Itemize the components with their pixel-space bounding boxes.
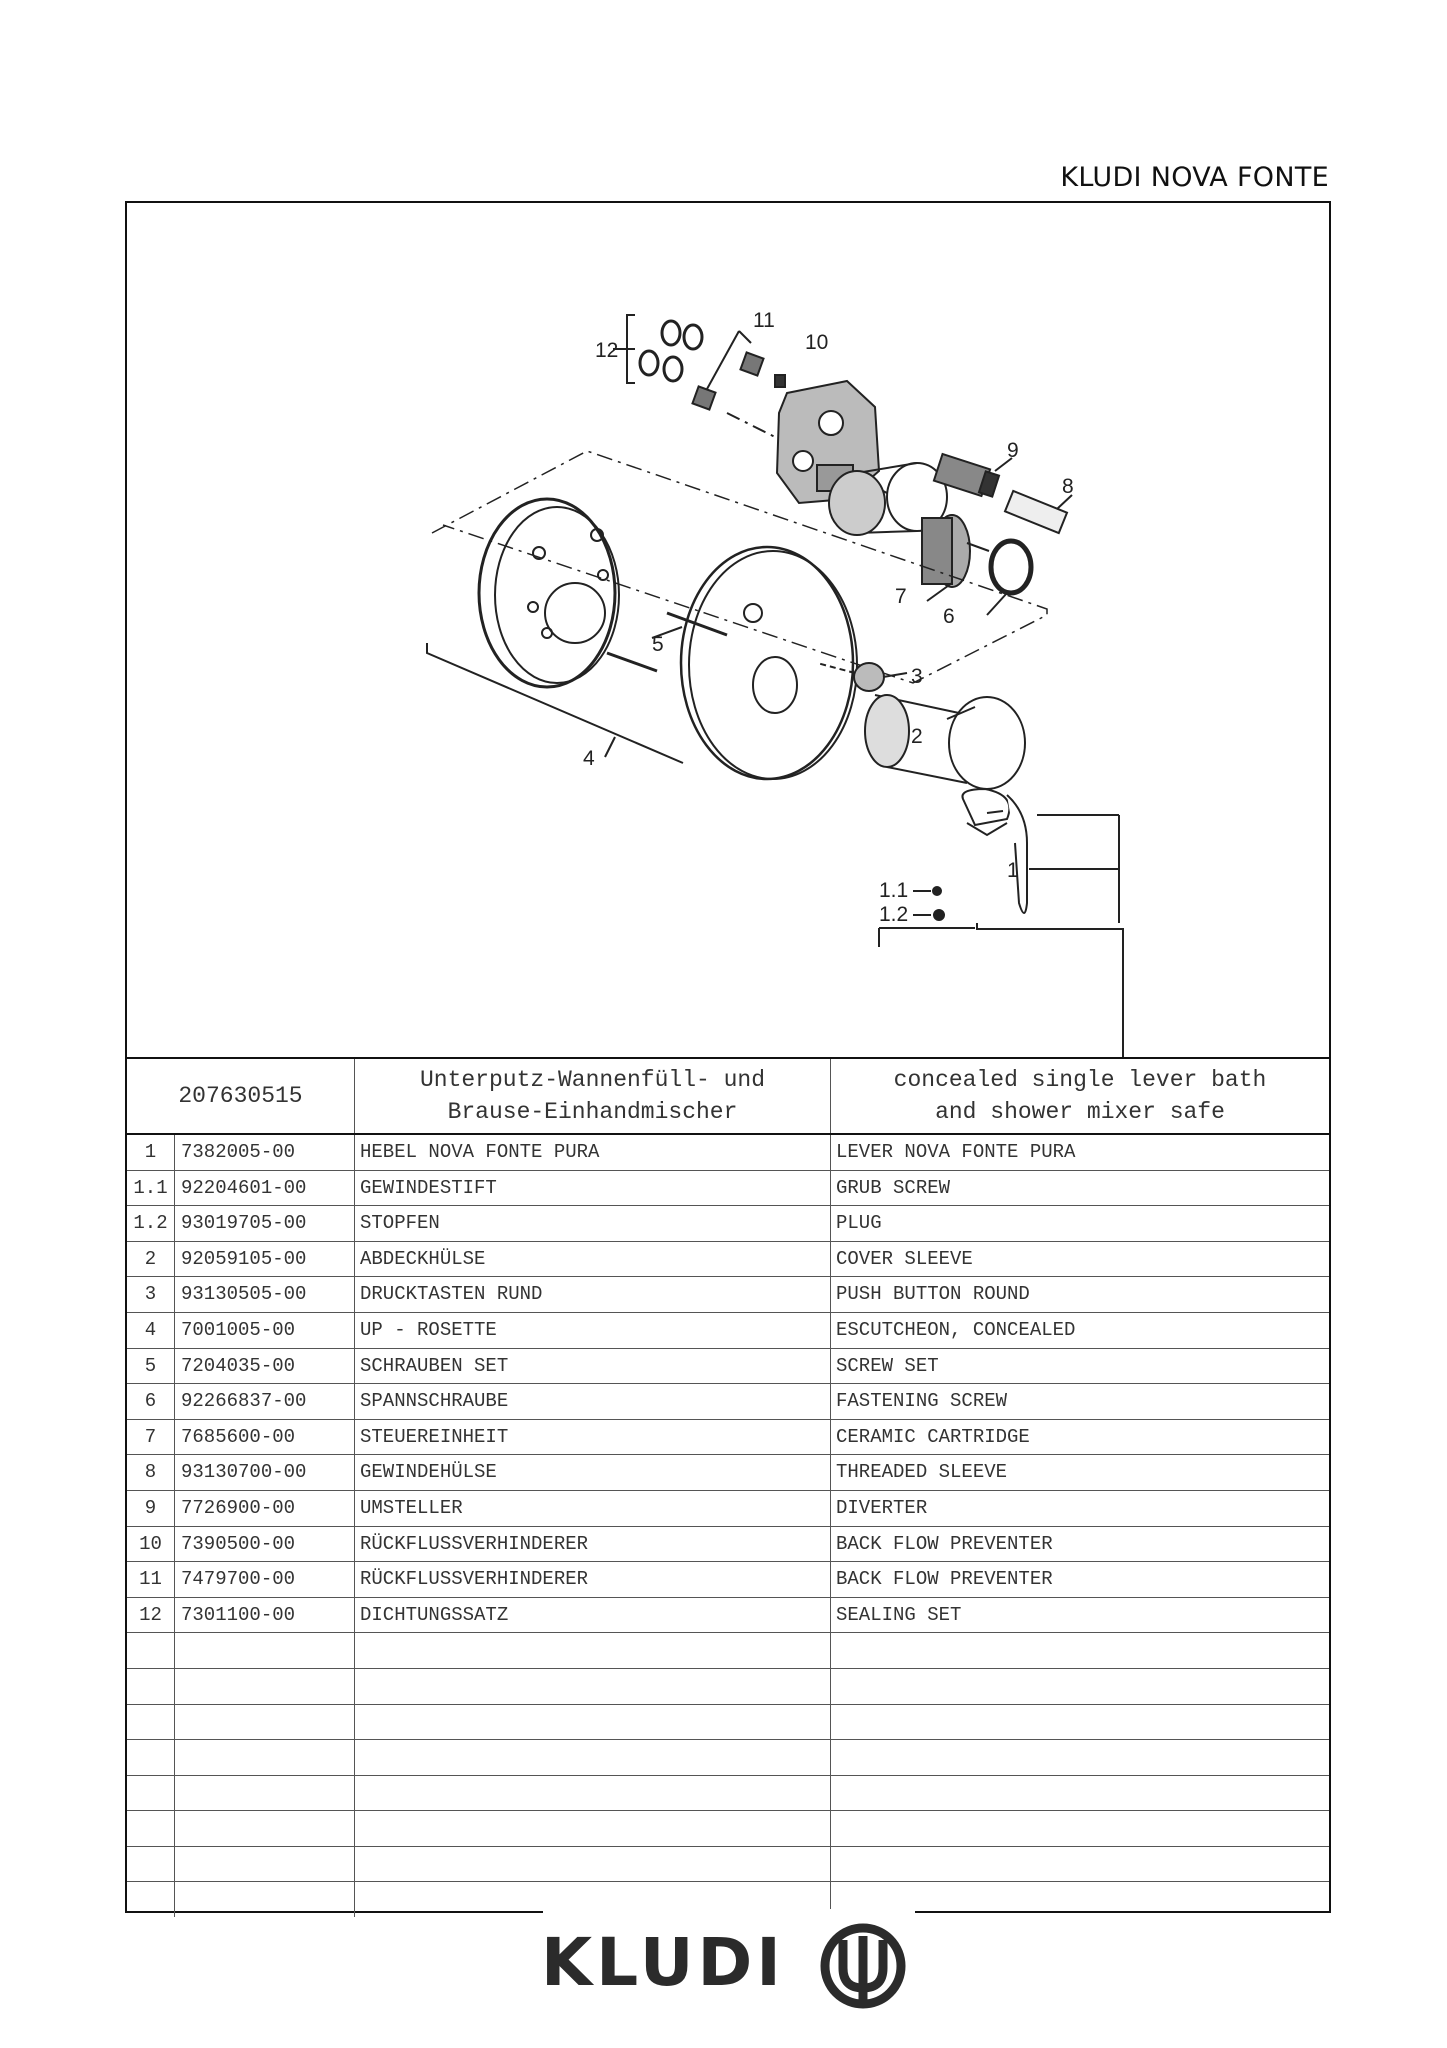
part-name-de: DICHTUNGSSATZ <box>355 1598 831 1633</box>
product-title-de: Unterputz-Wannenfüll- und Brause-Einhandmischer <box>355 1059 831 1133</box>
table-row <box>127 1135 1329 1171</box>
part-name-de: STOPFEN <box>355 1206 831 1241</box>
table-row <box>127 1349 1329 1385</box>
callout-12: 12 <box>595 339 619 362</box>
part-name-en <box>831 1847 1329 1882</box>
spare-parts-sheet <box>125 201 1331 1913</box>
part-name-en <box>831 1740 1329 1775</box>
callout-1-2: 1.2 <box>879 903 909 926</box>
part-number <box>175 1847 355 1882</box>
cover-plate-part <box>681 547 857 779</box>
part-position <box>127 1633 175 1668</box>
part-name-en: SEALING SET <box>836 1603 962 1626</box>
part-number: 7204035-00 <box>175 1349 355 1384</box>
part-position <box>127 1705 175 1740</box>
part-name-de: SCHRAUBEN SET <box>355 1349 831 1384</box>
part-position <box>127 1847 175 1882</box>
table-row <box>127 1313 1329 1349</box>
part-name-en: DIVERTER <box>836 1496 928 1519</box>
part-name-en <box>831 1669 1329 1704</box>
table-row <box>127 1776 1329 1812</box>
part-number: 7382005-00 <box>175 1135 355 1170</box>
table-row <box>127 1384 1329 1420</box>
part-position <box>127 1811 175 1846</box>
part-name-de <box>355 1633 831 1668</box>
table-row <box>127 1171 1329 1207</box>
table-row <box>127 1527 1329 1563</box>
part-name-de: HEBEL NOVA FONTE PURA <box>355 1135 831 1170</box>
exploded-view-diagram <box>127 203 1329 1057</box>
part-name-de: UMSTELLER <box>355 1491 831 1526</box>
part-number: 93130700-00 <box>175 1455 355 1490</box>
part-position: 2 <box>127 1242 175 1277</box>
table-row <box>127 1705 1329 1741</box>
part-position: 1.1 <box>127 1171 175 1206</box>
callout-9: 9 <box>1007 439 1019 462</box>
part-name-en: SCREW SET <box>836 1354 939 1377</box>
part-name-de <box>355 1811 831 1846</box>
part-number: 93130505-00 <box>175 1277 355 1312</box>
part-name-en: FASTENING SCREW <box>836 1390 1008 1413</box>
part-position <box>127 1669 175 1704</box>
brand-name: KLUDI <box>541 1924 785 2001</box>
part-position <box>127 1776 175 1811</box>
escutcheon-part <box>427 499 683 763</box>
callout-6: 6 <box>943 605 955 628</box>
part-number <box>175 1882 355 1917</box>
part-number: 92059105-00 <box>175 1242 355 1277</box>
part-name-de: RÜCKFLUSSVERHINDERER <box>355 1562 831 1597</box>
part-position: 7 <box>127 1420 175 1455</box>
table-row <box>127 1598 1329 1634</box>
part-name-en: COVER SLEEVE <box>836 1247 973 1270</box>
product-title-en: concealed single lever bath and shower mixer safe <box>893 1067 1267 1125</box>
callout-7: 7 <box>895 585 907 608</box>
part-position: 8 <box>127 1455 175 1490</box>
table-row <box>127 1669 1329 1705</box>
part-number <box>175 1811 355 1846</box>
callout-8: 8 <box>1062 475 1074 498</box>
part-name-de: STEUEREINHEIT <box>355 1420 831 1455</box>
part-position: 1 <box>127 1135 175 1170</box>
part-name-de: RÜCKFLUSSVERHINDERER <box>355 1527 831 1562</box>
part-name-de: DRUCKTASTEN RUND <box>355 1277 831 1312</box>
table-row <box>127 1491 1329 1527</box>
part-name-de: GEWINDESTIFT <box>355 1171 831 1206</box>
part-name-en: LEVER NOVA FONTE PURA <box>836 1141 1076 1163</box>
table-row <box>127 1277 1329 1313</box>
fastening-screw-part <box>987 541 1031 615</box>
callout-5: 5 <box>652 633 664 656</box>
table-row <box>127 1847 1329 1883</box>
table-row <box>127 1206 1329 1242</box>
part-position: 3 <box>127 1277 175 1312</box>
part-name-en: PLUG <box>836 1212 882 1235</box>
screw-set-part <box>607 613 727 671</box>
part-position <box>127 1740 175 1775</box>
part-position: 12 <box>127 1598 175 1633</box>
part-name-de <box>355 1847 831 1882</box>
cover-sleeve-part <box>865 695 1025 789</box>
part-name-en: BACK FLOW PREVENTER <box>836 1532 1053 1555</box>
part-position: 6 <box>127 1384 175 1419</box>
footer-gap <box>543 1909 915 1917</box>
part-position: 4 <box>127 1313 175 1348</box>
part-position: 1.2 <box>127 1206 175 1241</box>
article-number: 207630515 <box>127 1059 355 1133</box>
callout-3: 3 <box>911 665 923 688</box>
parts-table <box>127 1135 1329 1918</box>
sealing-set-part <box>613 315 702 383</box>
callout-1-1: 1.1 <box>879 879 909 902</box>
part-name-en: BACK FLOW PREVENTER <box>836 1568 1053 1591</box>
table-row <box>127 1633 1329 1669</box>
part-name-en: CERAMIC CARTRIDGE <box>836 1425 1030 1448</box>
part-position: 5 <box>127 1349 175 1384</box>
callout-10: 10 <box>805 331 829 354</box>
part-name-en: GRUB SCREW <box>836 1176 951 1199</box>
table-row <box>127 1811 1329 1847</box>
table-row <box>127 1740 1329 1776</box>
part-number: 7001005-00 <box>175 1313 355 1348</box>
table-row <box>127 1455 1329 1491</box>
part-number: 92204601-00 <box>175 1171 355 1206</box>
lever-part <box>879 789 1123 1057</box>
part-position: 9 <box>127 1491 175 1526</box>
part-name-de <box>355 1705 831 1740</box>
part-number <box>175 1776 355 1811</box>
part-name-de <box>355 1740 831 1775</box>
part-name-en <box>831 1776 1329 1811</box>
brand-logo <box>541 1922 921 2008</box>
part-number: 7301100-00 <box>175 1598 355 1633</box>
part-number <box>175 1633 355 1668</box>
table-row <box>127 1420 1329 1456</box>
exploded-drawing <box>127 203 1329 1059</box>
part-number <box>175 1705 355 1740</box>
kludi-logo-icon <box>819 1922 907 2010</box>
part-name-en <box>831 1633 1329 1668</box>
callout-1: 1 <box>1007 859 1019 882</box>
part-position <box>127 1882 175 1917</box>
callout-11: 11 <box>753 309 775 332</box>
callout-4: 4 <box>583 747 595 770</box>
part-name-en: PUSH BUTTON ROUND <box>836 1283 1030 1306</box>
ceramic-cartridge-part <box>922 515 989 601</box>
part-name-de: UP - ROSETTE <box>355 1313 831 1348</box>
part-name-de: SPANNSCHRAUBE <box>355 1384 831 1419</box>
part-name-en: THREADED SLEEVE <box>836 1461 1008 1484</box>
part-number: 7685600-00 <box>175 1420 355 1455</box>
part-number: 7390500-00 <box>175 1527 355 1562</box>
part-name-de: GEWINDEHÜLSE <box>355 1455 831 1490</box>
part-name-de <box>355 1669 831 1704</box>
part-position: 10 <box>127 1527 175 1562</box>
table-row <box>127 1242 1329 1278</box>
callout-2: 2 <box>911 725 923 748</box>
part-number: 92266837-00 <box>175 1384 355 1419</box>
part-name-de: ABDECKHÜLSE <box>355 1242 831 1277</box>
document-title: KLUDI NOVA FONTE <box>1060 162 1329 193</box>
part-number: 93019705-00 <box>175 1206 355 1241</box>
part-number <box>175 1740 355 1775</box>
part-name-en <box>831 1705 1329 1740</box>
part-number: 7726900-00 <box>175 1491 355 1526</box>
part-name-en: ESCUTCHEON, CONCEALED <box>836 1318 1076 1341</box>
table-header <box>127 1059 1329 1135</box>
part-number <box>175 1669 355 1704</box>
part-position: 11 <box>127 1562 175 1597</box>
part-name-de <box>355 1776 831 1811</box>
table-row <box>127 1562 1329 1598</box>
part-number: 7479700-00 <box>175 1562 355 1597</box>
part-name-en <box>831 1811 1329 1846</box>
